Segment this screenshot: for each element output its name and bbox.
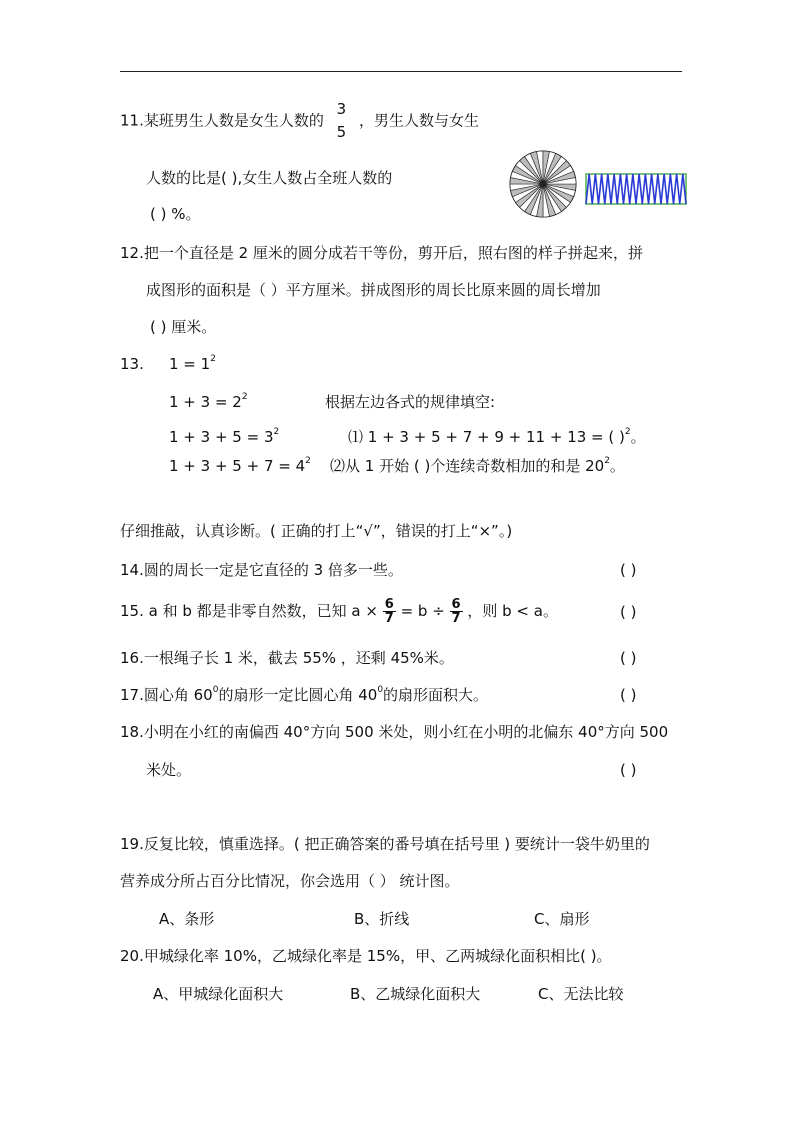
q15-fraction-2: [450, 598, 463, 625]
q11-prefix: 11.某班男生人数是女生人数的: [120, 111, 324, 130]
q15-prefix: 15. a 和 b 都是非零自然数，已知 a ×: [120, 602, 378, 620]
q17-text: [120, 685, 489, 704]
q11-suffix: ，男生人数与女生: [358, 111, 479, 130]
rearranged-shape-figure: [585, 172, 687, 206]
q13-eq3-exp: 2: [273, 427, 280, 437]
q15-fraction-1: [383, 598, 396, 625]
q20-line1: 20.甲城绿化率 10%，乙城绿化率是 15%，甲、乙两城绿化面积相比( )。: [120, 947, 612, 965]
q13-eq4: [169, 456, 311, 475]
header-rule: [120, 71, 682, 72]
sector-circle-figure: [508, 149, 578, 219]
q11-frac-den: 5: [336, 123, 347, 141]
q16-answer-blank[interactable]: ( ): [620, 649, 637, 667]
q13-eq2-base: 1 + 3 = 2: [169, 393, 242, 411]
q14-text: 14.圆的周长一定是它直径的 3 倍多一些。: [120, 561, 403, 579]
q13-eq4-base: 1 + 3 + 5 + 7 = 4: [169, 457, 306, 475]
q13-eq2-exp: 2: [241, 392, 248, 402]
q16-text: 16.一根绳子长 1 米，截去 55% ，还剩 45%米。: [120, 649, 454, 667]
q18-line1: 18.小明在小红的南偏西 40°方向 500 米处，则小红在小明的北偏东 40°方向 500: [120, 723, 669, 741]
q18-answer-blank[interactable]: ( ): [620, 761, 637, 779]
q15-f2-den: 7: [451, 611, 461, 626]
q15-suffix: ，则 b < a。: [467, 602, 558, 620]
q13-eq3-base: 1 + 3 + 5 = 3: [169, 428, 274, 446]
q20-option-c[interactable]: C、无法比较: [538, 985, 624, 1003]
q13-sub2-prefix: ⑵从 1 开始 ( )个连续奇数相加的和是 20: [330, 457, 605, 475]
q13-instruction: 根据左边各式的规律填空:: [325, 393, 496, 411]
q15-mid: = b ÷: [400, 602, 445, 620]
q13-eq2: [169, 392, 248, 411]
q13-sub2-suffix: 。: [609, 457, 625, 475]
q19-line1: 19.反复比较，慎重选择。( 把正确答案的番号填在括号里 ) 要统计一袋牛奶里的: [120, 835, 650, 853]
q17-part-c: 的扇形面积大。: [383, 686, 489, 704]
section-judge-header: 仔细推敲，认真诊断。( 正确的打上“√”，错误的打上“×”。): [120, 522, 513, 540]
q20-option-b[interactable]: B、乙城绿化面积大: [350, 985, 481, 1003]
q13-eq4-exp: 2: [305, 456, 311, 466]
q15-f2-num: 6: [451, 597, 461, 612]
q14-answer-blank[interactable]: ( ): [620, 561, 637, 579]
q19-option-b[interactable]: B、折线: [354, 910, 410, 928]
q13-eq1: [169, 354, 216, 373]
q13-sub2-exp: 2: [604, 456, 610, 466]
q13-label: 13.: [120, 355, 144, 373]
q12-line1: 12.把一个直径是 2 厘米的圆分成若干等份，剪开后，照右图的样子拼起来，拼: [120, 244, 643, 262]
q17-exp-2: 0: [377, 685, 384, 695]
q11-frac-num: 3: [336, 100, 347, 118]
q17-part-b: 的扇形一定比圆心角 40: [218, 686, 378, 704]
q17-part-a: 17.圆心角 60: [120, 686, 213, 704]
q19-option-a[interactable]: A、条形: [159, 910, 215, 928]
q11-fraction: [335, 102, 349, 140]
question-11: [120, 102, 479, 140]
q15-f1-den: 7: [384, 611, 394, 626]
q11-line2: 人数的比是( ),女生人数占全班人数的: [146, 169, 393, 187]
q15-answer-blank[interactable]: ( ): [620, 603, 637, 621]
q19-option-c[interactable]: C、扇形: [534, 910, 590, 928]
q12-line3: ( ) 厘米。: [150, 318, 217, 336]
q12-line2: 成图形的面积是（ ）平方厘米。拼成图形的周长比原来圆的周长增加: [146, 281, 601, 299]
q15-text: [120, 598, 558, 625]
q17-answer-blank[interactable]: ( ): [620, 686, 637, 704]
q13-eq3: [169, 427, 280, 446]
q13-sub1-prefix: ⑴ 1 + 3 + 5 + 7 + 9 + 11 + 13 = ( ): [348, 428, 625, 446]
q15-f1-num: 6: [384, 597, 394, 612]
q18-line2: 米处。: [146, 761, 192, 779]
q13-sub2: [330, 456, 625, 475]
q13-sub1-exp: 2: [624, 427, 631, 437]
q11-line3: ( ) %。: [150, 205, 201, 223]
q20-option-a[interactable]: A、甲城绿化面积大: [153, 985, 284, 1003]
q17-exp-1: 0: [212, 685, 219, 695]
q13-sub1: [348, 427, 646, 446]
q13-sub1-suffix: 。: [630, 428, 646, 446]
q13-eq1-base: 1 = 1: [169, 355, 211, 373]
q13-eq1-exp: 2: [210, 354, 216, 364]
q19-line2: 营养成分所占百分比情况，你会选用（ ） 统计图。: [120, 872, 460, 890]
